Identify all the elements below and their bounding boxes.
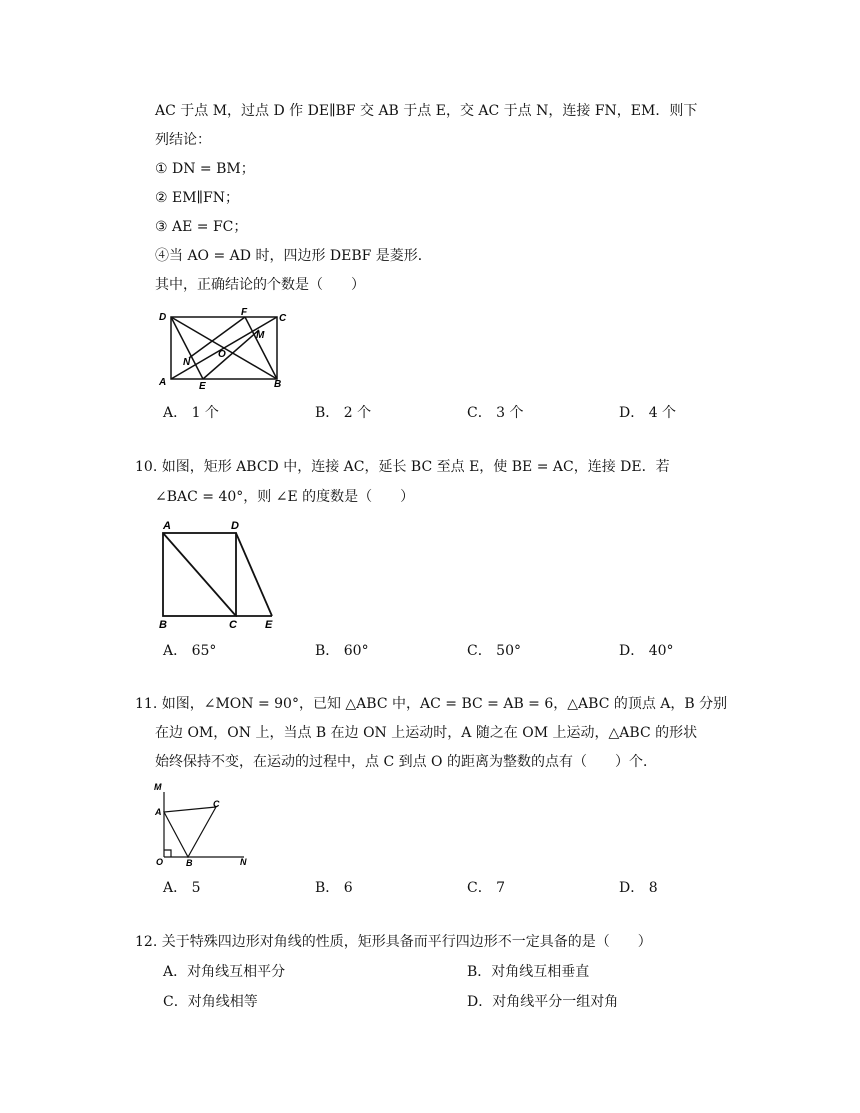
q9-label-c: C xyxy=(279,313,287,324)
q10-option-d-label: D． xyxy=(619,643,645,659)
q11-label-c: C xyxy=(213,799,220,809)
q12-option-b-label: B． xyxy=(467,964,492,980)
q11-option-c-text: 7 xyxy=(496,880,506,896)
q9-line-4: ② EM∥FN； xyxy=(155,190,239,206)
q9-option-b xyxy=(315,404,371,422)
q11-option-c-label: C． xyxy=(467,880,492,896)
q11-right-angle-mark xyxy=(164,850,171,857)
q11-option-b-label: B． xyxy=(315,880,340,896)
q9-rectangle-figure xyxy=(155,305,295,393)
q10-label-e: E xyxy=(265,619,273,631)
q12-option-b-text: 对角线互相垂直 xyxy=(491,964,590,980)
q10-label-a: A xyxy=(163,520,171,532)
q9-label-a: A xyxy=(159,377,167,388)
q9-line-2: 列结论： xyxy=(155,132,211,148)
q11-triangle-abc xyxy=(164,807,216,857)
q9-label-n: N xyxy=(183,357,191,368)
q12-option-d-label: D． xyxy=(467,994,493,1010)
q11-option-d-label: D． xyxy=(619,880,645,896)
q9-line-7: 其中，正确结论的个数是（ ） xyxy=(155,277,365,293)
q11-option-a xyxy=(163,879,201,897)
q9-option-b-text: 2 个 xyxy=(343,405,372,421)
q9-option-d-text: 4 个 xyxy=(648,405,677,421)
q10-line-1: 10. 如图，矩形 ABCD 中，连接 AC，延长 BC 至点 E，使 BE = AC，连接 DE．若 xyxy=(135,459,670,475)
q9-label-m: M xyxy=(256,330,265,341)
q10-option-b-label: B． xyxy=(315,643,340,659)
q10-option-d xyxy=(619,642,674,660)
q11-option-a-label: A． xyxy=(163,880,188,896)
q9-line-5: ③ AE = FC； xyxy=(155,219,248,235)
q11-option-b xyxy=(315,879,353,897)
q12-option-c-label: C． xyxy=(163,994,188,1010)
q11-label-o: O xyxy=(156,857,164,867)
q11-option-a-text: 5 xyxy=(191,880,201,896)
q12-option-a-text: 对角线互相平分 xyxy=(187,964,286,980)
q9-line-6: ④当 AO = AD 时，四边形 DEBF 是菱形． xyxy=(155,248,432,264)
q10-option-a-label: A． xyxy=(163,643,188,659)
q12-option-a-label: A． xyxy=(163,964,188,980)
q11-option-d-text: 8 xyxy=(648,880,658,896)
q9-label-d: D xyxy=(159,312,167,323)
q9-option-c-text: 3 个 xyxy=(496,405,524,421)
q9-label-f: F xyxy=(241,307,248,318)
q9-option-b-label: B． xyxy=(315,405,340,421)
q10-line-2: ∠BAC = 40°，则 ∠E 的度数是（ ） xyxy=(155,489,415,505)
q12-option-c xyxy=(163,993,258,1011)
q10-label-c: C xyxy=(229,619,237,631)
q10-option-c-label: C． xyxy=(467,643,492,659)
q9-option-c-label: C． xyxy=(467,405,492,421)
q11-label-b: B xyxy=(186,858,193,868)
q9-option-a-label: A． xyxy=(163,405,188,421)
q11-label-m: M xyxy=(154,782,162,792)
q12-option-c-text: 对角线相等 xyxy=(187,994,258,1010)
q9-line-1: AC 于点 M，过点 D 作 DE∥BF 交 AB 于点 E，交 AC 于点 N，连接 FN，EM．则下 xyxy=(155,103,698,119)
q10-diagonal-ac xyxy=(163,533,236,616)
q9-label-e: E xyxy=(199,381,206,392)
q10-option-b xyxy=(315,642,369,660)
q11-label-a: A xyxy=(155,807,162,817)
q9-line-3: ① DN = BM； xyxy=(155,161,255,177)
q11-label-n: N xyxy=(240,857,247,867)
q12-option-d xyxy=(467,993,618,1011)
q10-option-c-text: 50° xyxy=(496,643,521,659)
q11-line-2: 在边 OM，ON 上，当点 B 在边 ON 上运动时，A 随之在 OM 上运动，△ABC 的形状 xyxy=(155,725,698,741)
q9-segment-em xyxy=(203,330,259,379)
q12-line-1: 12. 关于特殊四边形对角线的性质，矩形具备而平行四边形不一定具备的是（ ） xyxy=(135,934,652,950)
q9-label-o: O xyxy=(218,349,226,360)
q12-option-a xyxy=(163,963,285,981)
q10-option-c xyxy=(467,642,521,660)
q11-line-3: 始终保持不变，在运动的过程中，点 C 到点 O 的距离为整数的点有（ ）个． xyxy=(155,754,657,770)
q10-rectangle-figure xyxy=(155,515,285,633)
q9-option-c xyxy=(467,404,524,422)
q11-option-b-text: 6 xyxy=(343,880,353,896)
q10-option-a xyxy=(163,642,216,660)
q9-option-d xyxy=(619,404,676,422)
q9-option-a xyxy=(163,404,219,422)
q9-label-b: B xyxy=(274,379,282,390)
q10-segment-de xyxy=(236,533,272,616)
q10-label-d: D xyxy=(231,520,239,532)
q10-option-b-text: 60° xyxy=(343,643,369,659)
q10-label-b: B xyxy=(159,619,167,631)
q12-option-d-text: 对角线平分一组对角 xyxy=(492,994,619,1010)
q11-option-d xyxy=(619,879,658,897)
q12-option-b xyxy=(467,963,589,981)
q11-option-c xyxy=(467,879,505,897)
q9-option-d-label: D． xyxy=(619,405,645,421)
q10-option-d-text: 40° xyxy=(648,643,674,659)
q9-option-a-text: 1 个 xyxy=(191,405,219,421)
q10-option-a-text: 65° xyxy=(191,643,217,659)
q11-angle-figure xyxy=(150,778,260,868)
q11-line-1: 11. 如图，∠MON = 90°，已知 △ABC 中，AC = BC = AB = 6，△ABC 的顶点 A，B 分别 xyxy=(135,696,728,712)
